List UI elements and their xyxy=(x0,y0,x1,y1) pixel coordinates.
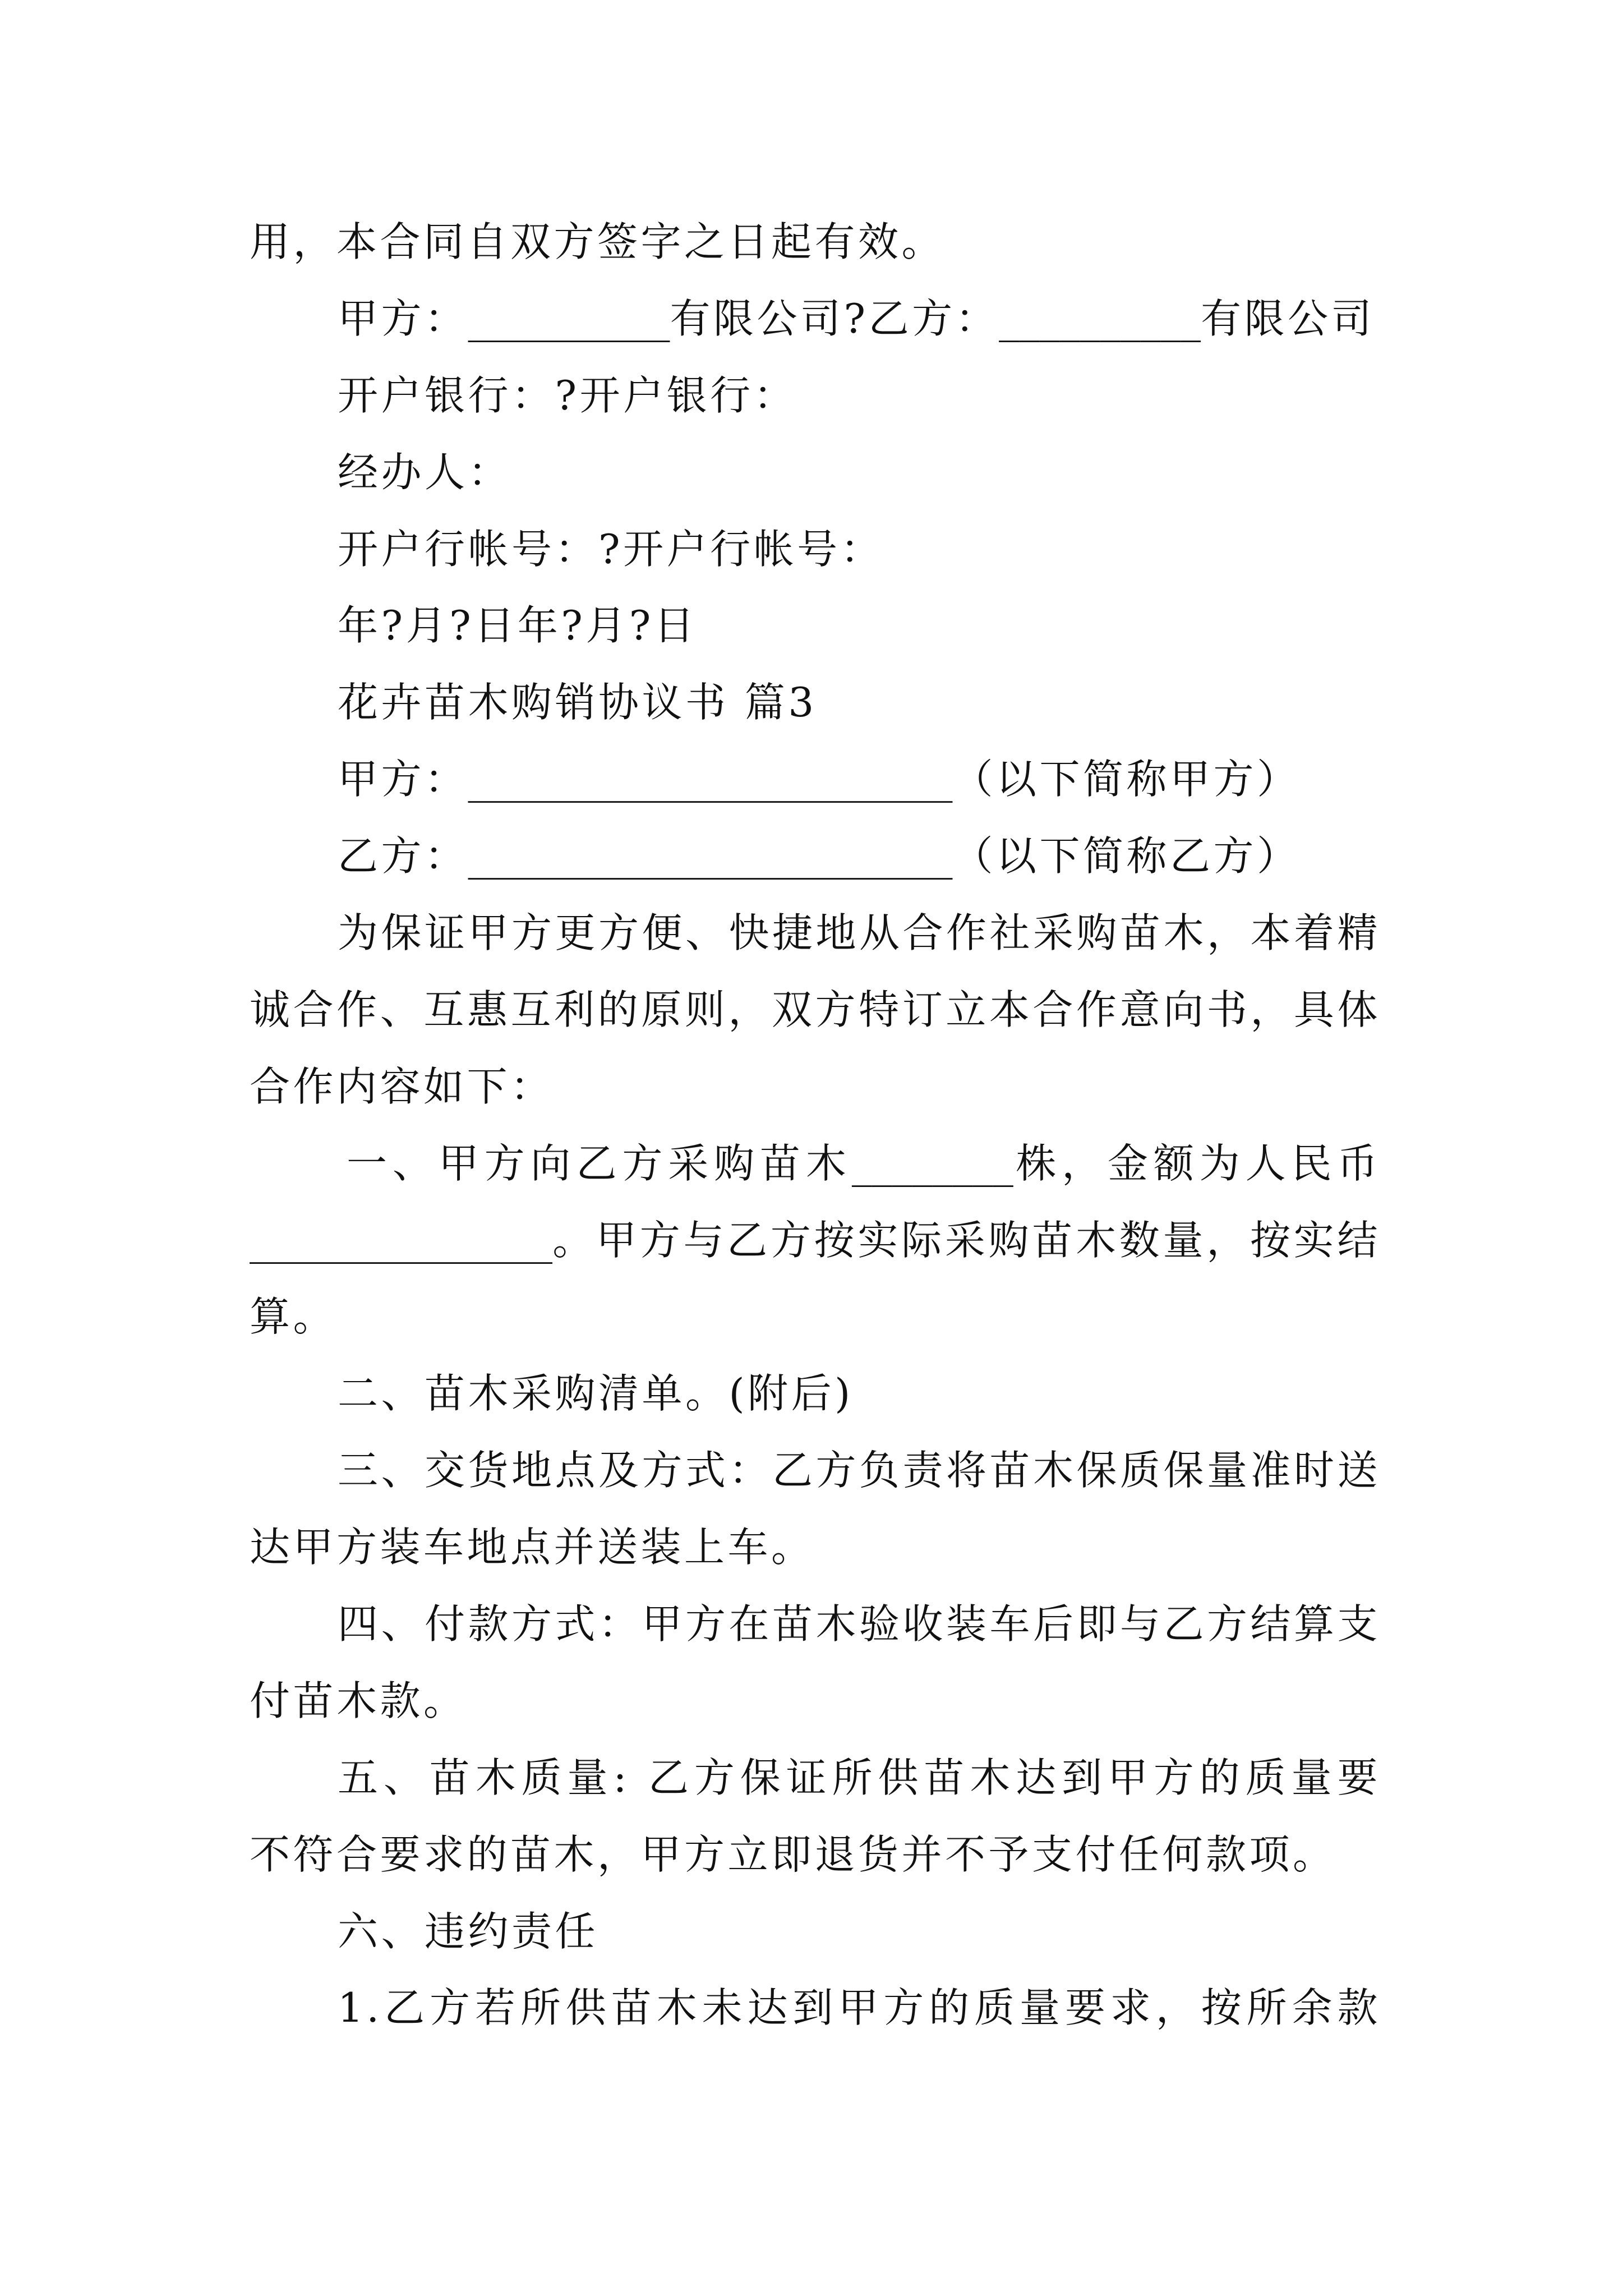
fill-in-blank: ________________________ xyxy=(468,832,953,880)
text-run: 付苗木款。 xyxy=(250,1677,467,1724)
fill-in-blank: _______________ xyxy=(250,1216,552,1264)
text-run: 经办人： xyxy=(338,448,512,496)
fill-in-blank: ________ xyxy=(851,1139,1013,1187)
text-run: 五、苗木质量: 乙方保证所供苗木达到甲方的质量要 xyxy=(338,1754,1381,1801)
sub-clause-line xyxy=(250,1970,1381,2046)
text-line xyxy=(250,1278,1381,1355)
text-line xyxy=(250,895,1381,972)
text-run: 有限公司 xyxy=(1201,295,1375,342)
text-run: 合作内容如下： xyxy=(250,1062,554,1110)
text-line xyxy=(250,1663,1381,1740)
text-run: 二、苗木采购清单。(附后) xyxy=(338,1370,854,1418)
text-run: 算。 xyxy=(250,1293,337,1341)
text-line xyxy=(250,1048,1381,1125)
text-run: 开户行帐号：?开户行帐号： xyxy=(338,525,884,573)
bank-line xyxy=(250,357,1381,434)
clause-1-line xyxy=(250,1125,1381,1202)
document-body xyxy=(250,204,1381,2046)
text-run: 达甲方装车地点并送装上车。 xyxy=(250,1524,815,1571)
text-run: （以下简称甲方） xyxy=(952,756,1301,803)
text-run: 开户银行：?开户银行： xyxy=(338,371,797,419)
text-run: 为保证甲方更方便、快捷地从合作社采购苗木，本着精 xyxy=(338,909,1381,957)
text-line xyxy=(250,972,1381,1048)
text-run: 三、交货地点及方式：乙方负责将苗木保质保量准时送 xyxy=(338,1447,1381,1494)
clause-4-line xyxy=(250,1586,1381,1663)
text-line xyxy=(250,1202,1381,1279)
text-run: 1.乙方若所供苗木未达到甲方的质量要求，按所余款 xyxy=(338,1984,1381,2032)
agent-line xyxy=(250,434,1381,511)
party-names-line xyxy=(250,280,1381,357)
date-line xyxy=(250,587,1381,664)
text-line xyxy=(250,204,1381,280)
clause-6-line xyxy=(250,1893,1381,1970)
clause-2-line xyxy=(250,1355,1381,1432)
party-a-line xyxy=(250,741,1381,818)
fill-in-blank: ________________________ xyxy=(468,756,953,803)
text-run: 一、甲方向乙方采购苗木 xyxy=(347,1139,852,1187)
text-run: 甲方： xyxy=(338,295,468,342)
text-run: 。甲方与乙方按实际采购苗木数量，按实结 xyxy=(552,1216,1381,1264)
text-run: 不符合要求的苗木，甲方立即退货并不予支付任何款项。 xyxy=(250,1830,1336,1878)
text-run: 有限公司?乙方： xyxy=(670,295,999,342)
clause-5-line xyxy=(250,1740,1381,1816)
text-run: （以下简称乙方） xyxy=(952,832,1301,880)
text-run: 诚合作、互惠互利的原则，双方特订立本合作意向书，具体 xyxy=(250,986,1381,1033)
text-line xyxy=(250,1509,1381,1586)
text-run: 六、违约责任 xyxy=(338,1907,599,1955)
text-run: 用，本合同自双方签字之日起有效。 xyxy=(250,218,946,265)
text-run: 年?月?日年?月?日 xyxy=(338,602,698,650)
fill-in-blank: __________ xyxy=(468,295,670,342)
text-run: 乙方： xyxy=(338,832,468,880)
clause-3-line xyxy=(250,1432,1381,1509)
text-run: 株，金额为人民币 xyxy=(1013,1139,1381,1187)
section-title xyxy=(250,664,1381,741)
account-line xyxy=(250,511,1381,588)
party-b-line xyxy=(250,818,1381,895)
text-line xyxy=(250,1816,1381,1893)
fill-in-blank: __________ xyxy=(999,295,1201,342)
text-run: 花卉苗木购销协议书 篇3 xyxy=(338,679,817,726)
text-run: 甲方： xyxy=(338,756,468,803)
text-run: 四、付款方式：甲方在苗木验收装车后即与乙方结算支 xyxy=(338,1600,1381,1648)
